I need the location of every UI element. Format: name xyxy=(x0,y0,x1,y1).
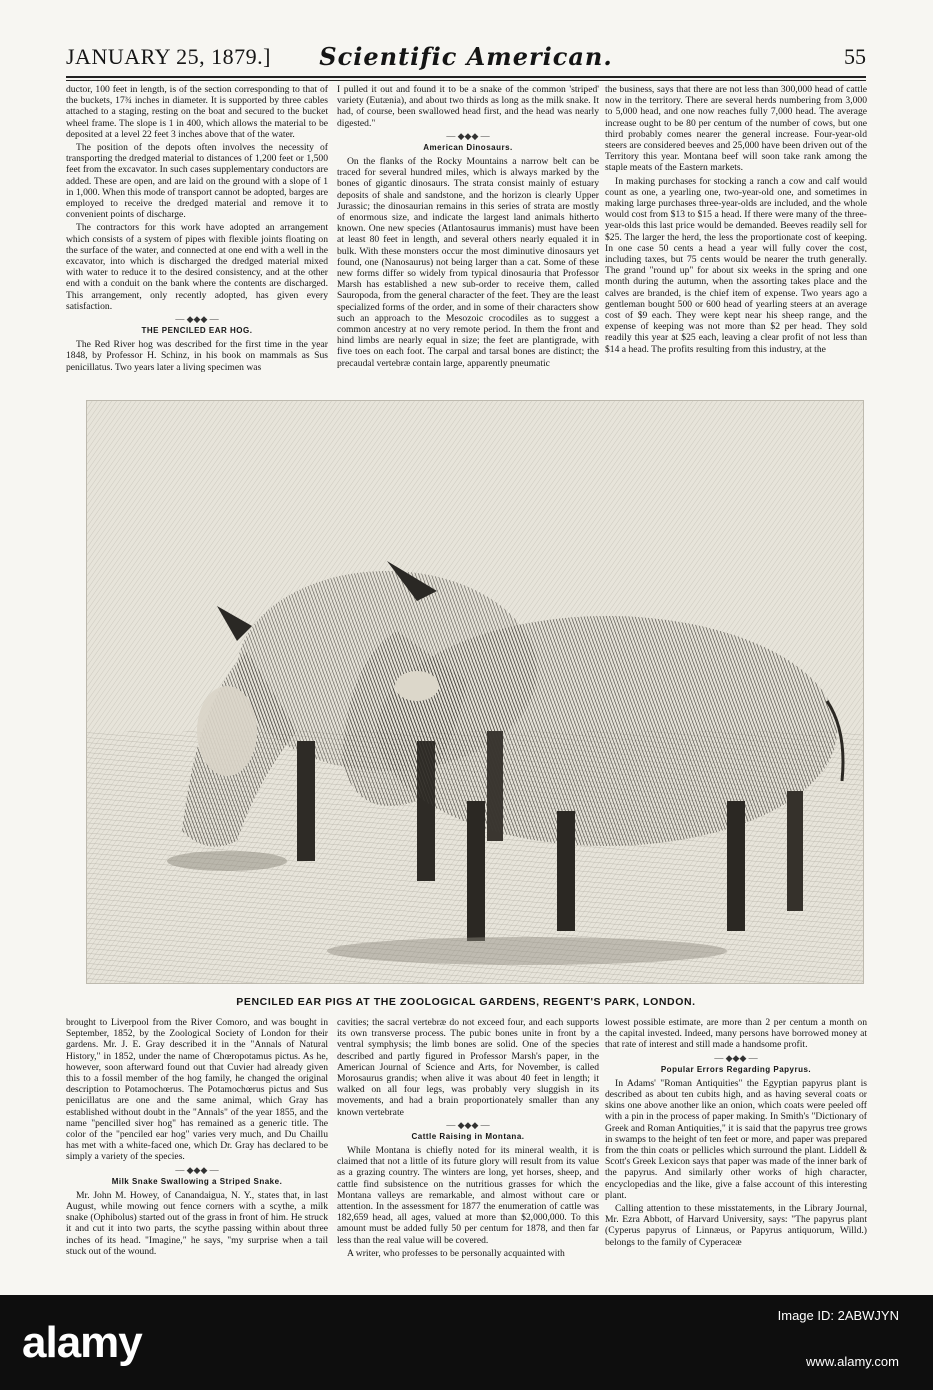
header-rule xyxy=(66,76,866,78)
section-separator: — ◆◆◆ — xyxy=(446,1119,490,1130)
article-paragraph: ductor, 100 feet in length, is of the section corresponding to that of the buckets, 17¾ inches in diameter. It is supported by three cables attached to a staging, resting on the boat and secured to the bucket wheel frame. The slope is 1 in 400, which allows the material to be deposited at a level 22 feet 3 inches above that of the water. xyxy=(66,84,328,140)
alamy-mark-icon xyxy=(340,1320,600,1364)
article-paragraph: While Montana is chiefly noted for its mineral wealth, it is claimed that not a little of its future glory will result from its value as a grazing country. The winters are long, yet horses, sheep, and cattle find subsistence on the nutritious grasses for which the Montana valleys are remarkable, and almost without care or attention. In the assessment for 1877 the enumeration of cattle was 182,659 head, all ages, valued at more than $2,000,000. To this amount must be added fully 50 per centum for 1878, and then far less than the real value will be covered. xyxy=(337,1145,599,1246)
bottom-column-3 xyxy=(605,1017,867,1295)
article-heading-milk-snake: Milk Snake Swallowing a Striped Snake. xyxy=(111,1176,283,1186)
article-paragraph: the business, says that there are not less than 300,000 head of cattle now in the territory. There are several herds numbering from 3,000 to 5,000 head, and one now reaches fully 7,000 head. The average increase ought to be 80 per centum of the number of cows, but one third probably comes nearer the general increase. Four-year-old steers are considered beeves and 25,000 have been driven out of the Territory this year. Montana beef will soon take rank among the staple meats of the Eastern markets. xyxy=(605,84,867,174)
article-paragraph: On the flanks of the Rocky Mountains a narrow belt can be traced for several hundred miles, which is always marked by the bones of gigantic dinosaurs. The strata consist mainly of estuary deposits of shale and sandstone, and the horizon is clearly Upper Jurassic; the dinosaurian remains in this series of strata are mostly of enormous size, and indicate the largest land animals hitherto known. One new species (Atlantosaurus immanis) must have been at least 80 feet in length, and several others nearly equaled it in bulk. With these monsters occur the most diminutive dinosaurs yet found, one (Nanosaurus) not being larger than a cat. Some of these new forms differ so widely from typical dinosauria that Professor Marsh has established a new sub-order to receive them, called Sauropoda, from the general character of the feet. They are the least specialized forms of the order, and in some of their characters show such an approach to the Mesozoic crocodiles as to suggest a common ancestry at no very remote period. In them the front and hind limbs are nearly equal in size; the feet are plantigrade, with five toes on each foot. The carpal and tarsal bones are distinct; the precaudal vertebræ contain large, apparently pneumatic xyxy=(337,156,599,369)
engraving-illustration-pigs xyxy=(86,400,864,984)
issue-date: JANUARY 25, 1879.] xyxy=(66,44,271,69)
masthead: Scientific American. xyxy=(319,42,613,71)
top-column-1 xyxy=(66,84,328,394)
article-paragraph: A writer, who professes to be personally acquainted with xyxy=(347,1247,565,1259)
top-column-2 xyxy=(337,84,599,394)
image-id-label: Image ID: 2ABWJYN xyxy=(777,1308,899,1323)
alamy-logo: alamy xyxy=(22,1318,142,1367)
article-paragraph: The contractors for this work have adopted an arrangement which consists of a system of pipes with flexible joints floating on the surface of the water, and connected at one end with a well in the excavator, into which is discharged the dredged material mixed with water to reduce it to the desired consistency, and at the other end with a conduit on the bank where the contents are discharged. This arrangement, only recently adopted, has given every satisfaction. xyxy=(66,222,328,312)
article-paragraph: Mr. John M. Howey, of Canandaigua, N. Y., states that, in last August, while mowing out fence corners with a scythe, a milk snake (Ophibolus) started out of the grass in front of him. He struck it and cut it into two parts, the scythe passing within about three inches of its head. "Imagine," he says, "my surprise when a tail stuck out of the wound. xyxy=(66,1189,328,1257)
article-heading-american-dinosaurs: American Dinosaurs. xyxy=(423,142,513,152)
section-separator: — ◆◆◆ — xyxy=(714,1052,758,1063)
header-rule-thin xyxy=(66,80,866,81)
article-heading-penciled-ear-hog: THE PENCILED EAR HOG. xyxy=(141,326,253,336)
article-paragraph: The Red River hog was described for the first time in the year 1848, by Professor H. Schinz, in his book on mammals as Sus penicillatus. Two years later a living specimen was xyxy=(66,339,328,373)
article-paragraph: brought to Liverpool from the River Comoro, and was bought in September, 1852, by the Zoological Society of London for their gardens. Mr. J. E. Gray described it in the "Annals of Natural History," in 1852, under the name of Chœropotamus pictus. As he, however, soon afterward found out that Cuvier had already given this to a fossil member of the hog family, he changed the original description to Potamochœrus. The Potamochœrus pictus and Sus penicillatus are one and the same animal, which Gray has established without doubt in the "Annals" of the year 1855, and the name "pencilled siver hog" has remained as a generic title. The color of the "penciled ear hog" varies very much, and Du Chaillu has met with a white-faced one, which Dr. Gray has declared to be simply a variety of the species. xyxy=(66,1017,328,1163)
article-heading-cattle-montana: Cattle Raising in Montana. xyxy=(411,1131,525,1141)
article-heading-papyrus: Popular Errors Regarding Papyrus. xyxy=(660,1064,812,1074)
article-paragraph: cavities; the sacral vertebræ do not exceed four, and each supports its own transverse process. The pubic bones unite in front by a ventral symphysis; the limb bones are solid. One of the species described and partly figured in Professor Marsh's paper, in the American Journal of Science and Arts, for November, is called Morosaurus grandis; when alive it was about 40 feet in length; it walked on all four legs, was probably very sluggish in its movements, and had a brain proportionately smaller than any known vertebrate xyxy=(337,1017,599,1118)
section-separator: — ◆◆◆ — xyxy=(446,130,490,141)
article-paragraph: lowest possible estimate, are more than 2 per centum a month on the capital invested. Indeed, many persons have borrowed money at that rate of interest and still made a handsome profit. xyxy=(605,1017,867,1051)
watermark-url: www.alamy.com xyxy=(806,1354,899,1369)
article-paragraph: The position of the depots often involves the necessity of transporting the dredged material to distances of 1,200 feet or 1,500 feet from the excavator. In such cases supplementary conductors are added. These are open, and are laid on the ground with a slope of 1 in 1,000. When this mode of transport cannot be adopted, barges are employed to receive the dredged material and remove it to convenient points of discharge. xyxy=(66,142,328,221)
bottom-column-2 xyxy=(337,1017,599,1295)
article-paragraph: Calling attention to these misstatements, in the Library Journal, Mr. Ezra Abbott, of Harvard University, says: "The papyrus plant (Cyperus papyrus of Linnæus, or Papyrus antiquorum, Willd.) belongs to the family of Cyperaceæ xyxy=(605,1203,867,1248)
page-number: 55 xyxy=(844,44,866,69)
bottom-column-1 xyxy=(66,1017,328,1295)
section-separator: — ◆◆◆ — xyxy=(175,1164,219,1175)
illustration-caption: PENCILED EAR PIGS AT THE ZOOLOGICAL GARDENS, REGENT'S PARK, LONDON. xyxy=(236,996,696,1008)
article-paragraph: I pulled it out and found it to be a snake of the common 'striped' variety (Eutænia), and about two thirds as long as the milk snake. It had, of course, been swallowed head first, and the head was nearly digested." xyxy=(337,84,599,129)
top-column-3 xyxy=(605,84,867,394)
pigs-engraving-svg xyxy=(87,401,863,983)
section-separator: — ◆◆◆ — xyxy=(175,314,219,325)
article-paragraph: In Adams' "Roman Antiquities" the Egyptian papyrus plant is described as about ten cubits high, and as having several coats or skins one above another like an onion, which coats were peeled off with a pin in the process of paper making. In Smith's "Dictionary of Greek and Roman Antiquities," it is said that the papyrus tree grows in swamps to the height of ten feet or more, and paper was prepared from the thin coats or pellicles which surround the plant. Liddell & Scott's Greek Lexicon says that paper was made of the inner bark of the papyrus. And similarly other works of high character, encyclopedias and the like, give a false account of this interesting plant. xyxy=(605,1077,867,1201)
article-paragraph: In making purchases for stocking a ranch a cow and calf would count as one, a yearling one, two-year-old one, and sometimes in making large purchases three-year-olds are included, and the whole would cost from $13 to $15 a head. If there were many of the three-year-olds this last price would be demanded. Beeves readily sell for $25. The larger the herd, the less the proportionate cost of keeping. In one case 50 cents a head a year will fully cover the cost, including taxes, but 75 cents would be nearer the truth generally. The grand "round up" for about six weeks in the spring and one month during the autumn, when the assorting takes place and the calves are branded, is the chief item of expense. Two years ago a gentleman bought 500 or 600 head of yearling steers at an average cost of $9 each. They were kept near his sheep range, and the expense of keeping was not more than $2 per head. They sold readily this year at $25 each, leaving a clear profit of not less than $14 a head. The profits resulting from this industry, at the xyxy=(605,175,867,355)
page-header xyxy=(66,44,866,74)
